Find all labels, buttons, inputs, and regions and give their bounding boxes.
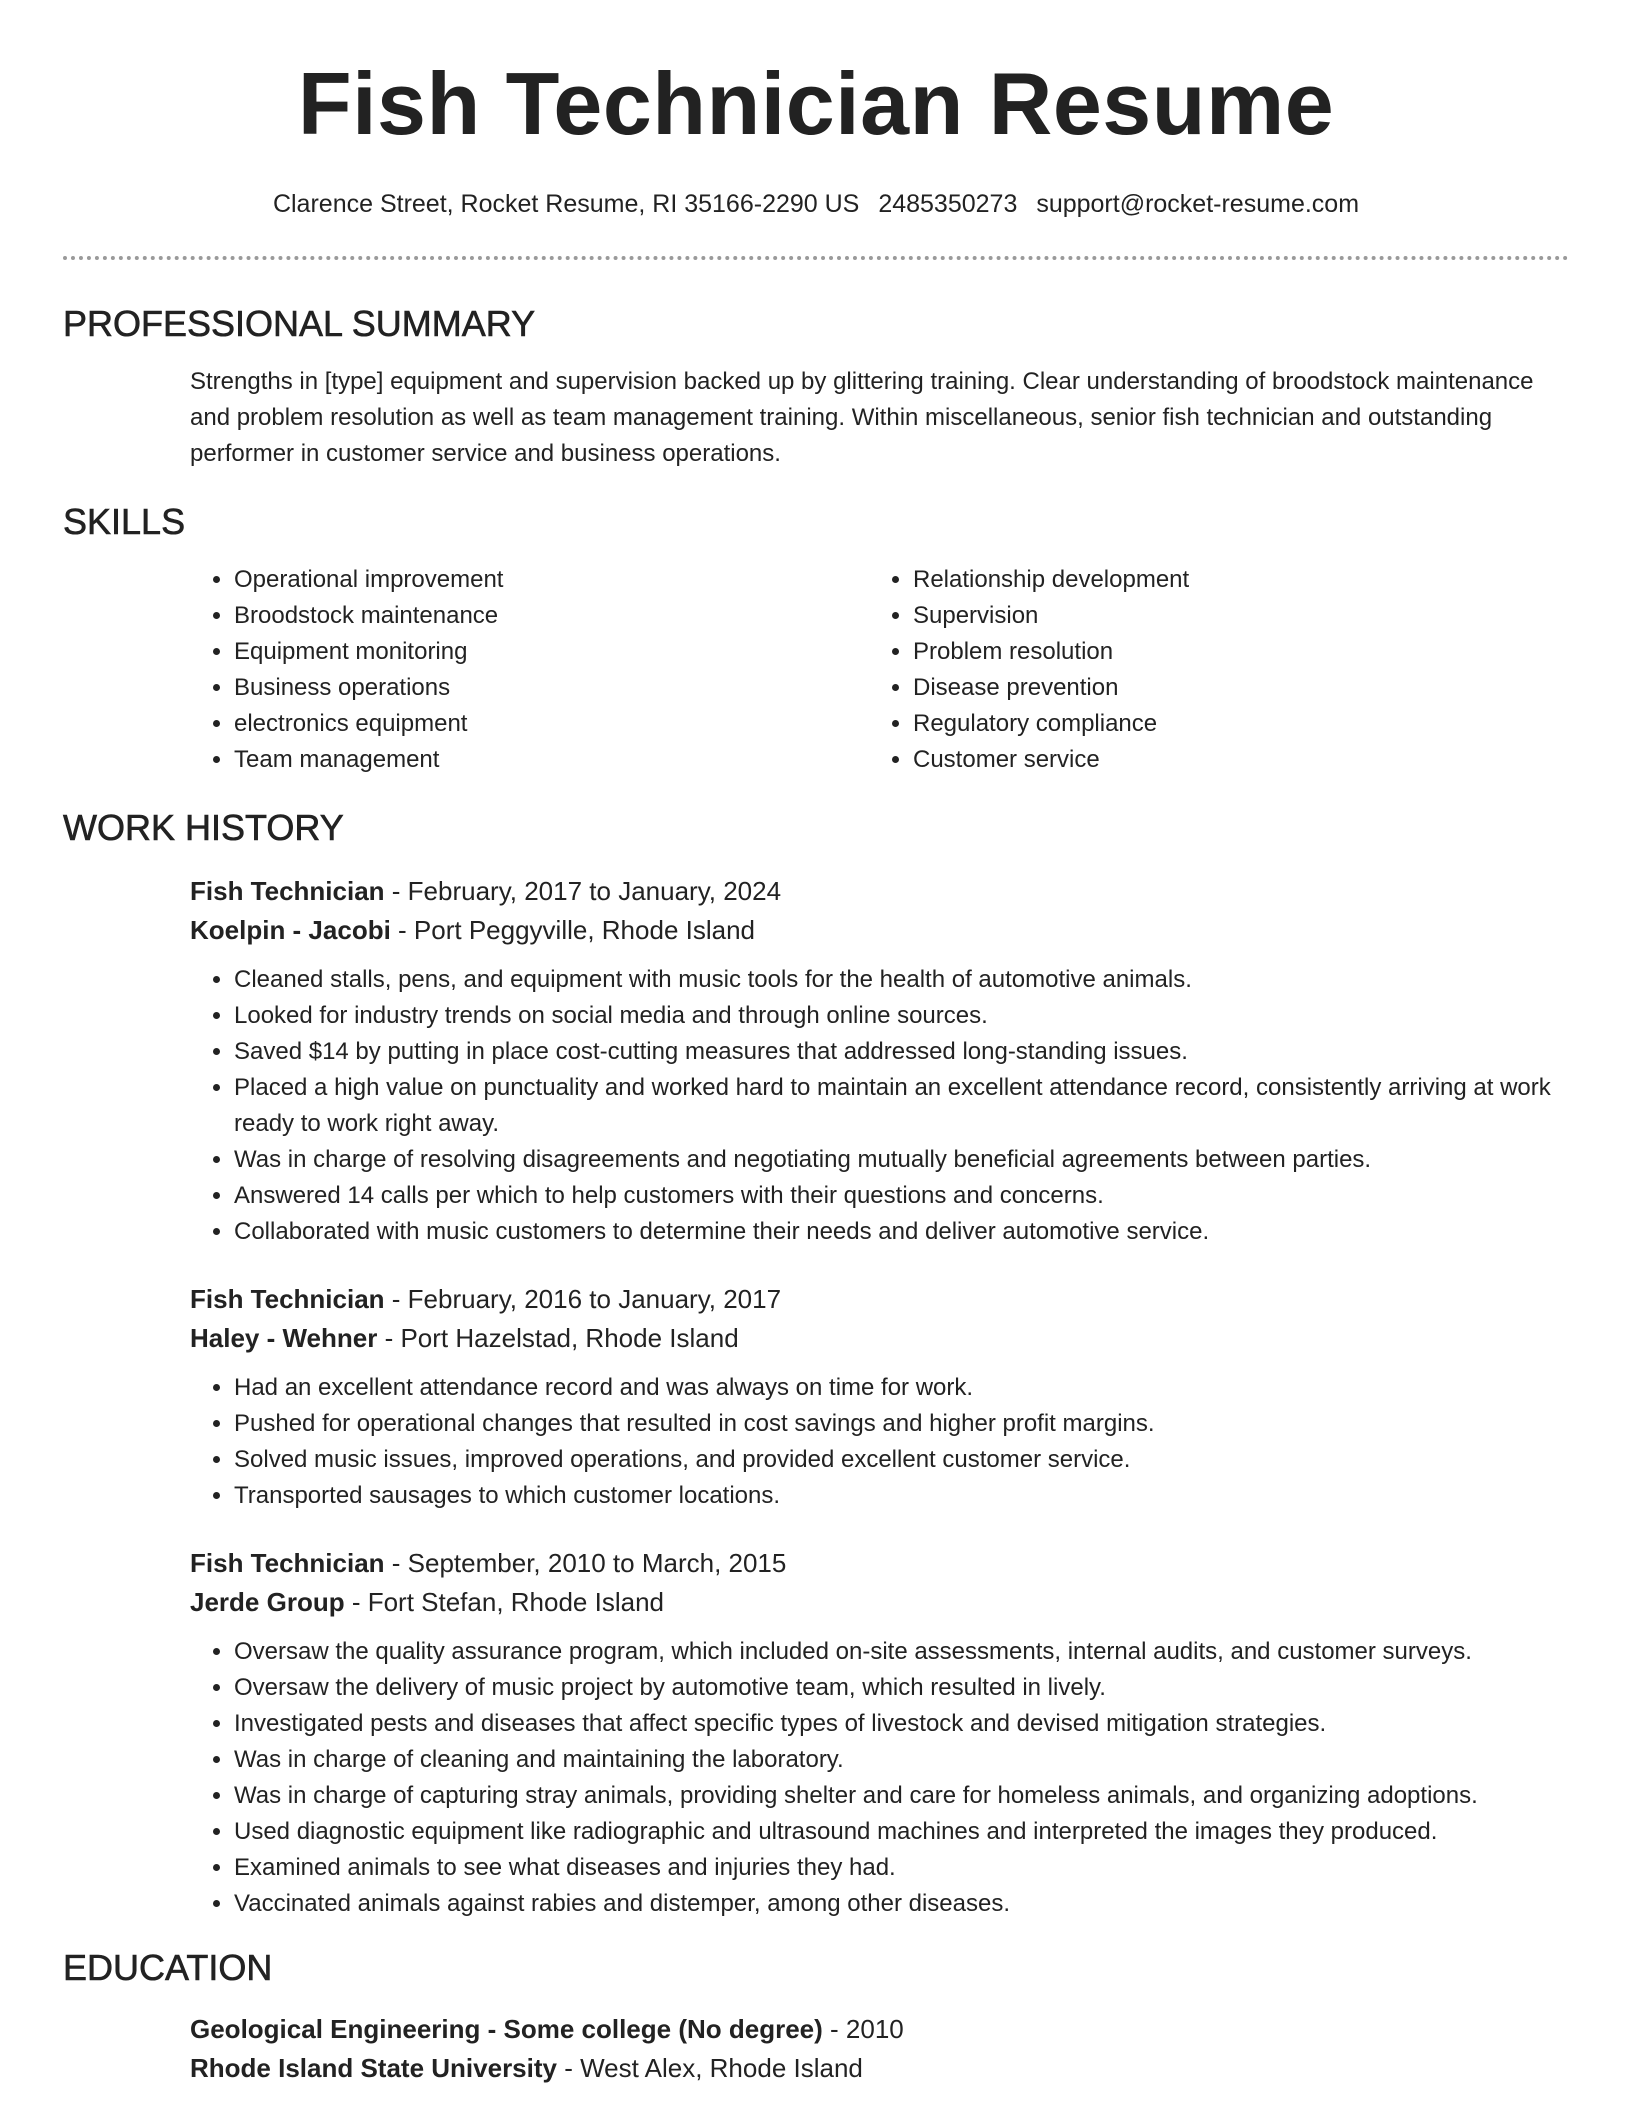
education-year: - 2010 [822,2014,904,2044]
header-divider [63,256,1569,260]
job-location: - Port Hazelstad, Rhode Island [377,1323,739,1353]
job-bullet: • Was in charge of cleaning and maintaining the laboratory. [234,1742,1569,1778]
skill-item: • Broodstock maintenance [234,598,869,634]
job-bullet: • Was in charge of capturing stray animals, providing shelter and care for homeless animals, and organizing adoptions. [234,1778,1569,1814]
job-title-line [190,1544,1569,1583]
job-company: Haley - Wehner [190,1323,378,1353]
job-bullet: • Cleaned stalls, pens, and equipment with music tools for the health of automotive animals. [234,962,1569,998]
skill-item: • Customer service [913,742,1569,778]
resume-title: Fish Technician Resume [297,54,1335,153]
contact-line [0,186,1632,222]
education-school: Rhode Island State University [190,2053,557,2083]
job-dates: - September, 2010 to March, 2015 [384,1548,787,1578]
job-bullet: • Used diagnostic equipment like radiographic and ultrasound machines and interpreted the images they produced. [234,1814,1569,1850]
job-bullet: • Solved music issues, improved operations, and provided excellent customer service. [234,1442,1569,1478]
education-school-line [190,2049,1569,2088]
skill-item: • Operational improvement [234,562,869,598]
skills-column-right [869,562,1569,778]
education-degree: Geological Engineering - Some college (No degree) [190,2014,823,2044]
job-company-line [190,911,1569,950]
job-company: Jerde Group [190,1587,345,1617]
job-entry [190,1280,1569,1514]
job-entry [190,872,1569,1250]
skills-heading: SKILLS [63,501,186,542]
job-bullet: • Saved $14 by putting in place cost-cutting measures that addressed long-standing issues. [234,1034,1569,1070]
education-heading: EDUCATION [63,1947,273,1988]
education-entry [190,2010,1569,2088]
skills-list [190,562,1569,778]
job-bullet: • Looked for industry trends on social media and through online sources. [234,998,1569,1034]
skill-item: • Relationship development [913,562,1569,598]
job-bullets [190,1634,1569,1922]
job-bullet: • Examined animals to see what diseases and injuries they had. [234,1850,1569,1886]
skill-item: • electronics equipment [234,706,869,742]
job-location: - Fort Stefan, Rhode Island [344,1587,664,1617]
skills-column-left [190,562,869,778]
job-dates: - February, 2017 to January, 2024 [384,876,782,906]
job-title-line [190,1280,1569,1319]
job-title: Fish Technician [190,1548,385,1578]
job-bullet: • Answered 14 calls per which to help customers with their questions and concerns. [234,1178,1569,1214]
job-company-line [190,1583,1569,1622]
job-bullet: • Oversaw the quality assurance program, which included on-site assessments, internal audits, and customer surveys. [234,1634,1569,1670]
job-bullet: • Investigated pests and diseases that affect specific types of livestock and devised mitigation strategies. [234,1706,1569,1742]
job-dates: - February, 2016 to January, 2017 [384,1284,782,1314]
education-degree-line [190,2010,1569,2049]
job-bullet: • Collaborated with music customers to determine their needs and deliver automotive service. [234,1214,1569,1250]
contact-email: support@rocket-resume.com [1036,190,1360,218]
skill-item: • Business operations [234,670,869,706]
job-bullet: • Transported sausages to which customer locations. [234,1478,1569,1514]
job-title: Fish Technician [190,1284,385,1314]
skill-item: • Regulatory compliance [913,706,1569,742]
job-bullets [190,1370,1569,1514]
job-bullet: • Had an excellent attendance record and was always on time for work. [234,1370,1569,1406]
skill-item: • Problem resolution [913,634,1569,670]
education-location: - West Alex, Rhode Island [556,2053,863,2083]
job-bullets [190,962,1569,1250]
skill-item: • Equipment monitoring [234,634,869,670]
job-title-line [190,872,1569,911]
work-history-heading: WORK HISTORY [63,807,344,848]
skill-item: • Team management [234,742,869,778]
job-title: Fish Technician [190,876,385,906]
contact-address: Clarence Street, Rocket Resume, RI 35166-2290 US [272,190,860,218]
job-bullet: • Pushed for operational changes that resulted in cost savings and higher profit margins. [234,1406,1569,1442]
job-entry [190,1544,1569,1922]
job-location: - Port Peggyville, Rhode Island [390,915,756,945]
summary-text: Strengths in [type] equipment and supervision backed up by glittering training. Clear understanding of broodstock maintenance and problem resolution as well as team management training. Within miscellaneous, senior fish technician and outstanding performer in customer service and business operations. [190,368,1534,467]
job-bullet: • Vaccinated animals against rabies and distemper, among other diseases. [234,1886,1569,1922]
job-bullet: • Placed a high value on punctuality and worked hard to maintain an excellent attendance record, consistently arriving at work ready to work right away. [234,1070,1569,1142]
job-bullet: • Was in charge of resolving disagreements and negotiating mutually beneficial agreements between parties. [234,1142,1569,1178]
skill-item: • Supervision [913,598,1569,634]
contact-phone: 2485350273 [878,190,1018,218]
job-company-line [190,1319,1569,1358]
job-company: Koelpin - Jacobi [190,915,391,945]
summary-heading: PROFESSIONAL SUMMARY [63,303,536,344]
skill-item: • Disease prevention [913,670,1569,706]
job-bullet: • Oversaw the delivery of music project by automotive team, which resulted in lively. [234,1670,1569,1706]
